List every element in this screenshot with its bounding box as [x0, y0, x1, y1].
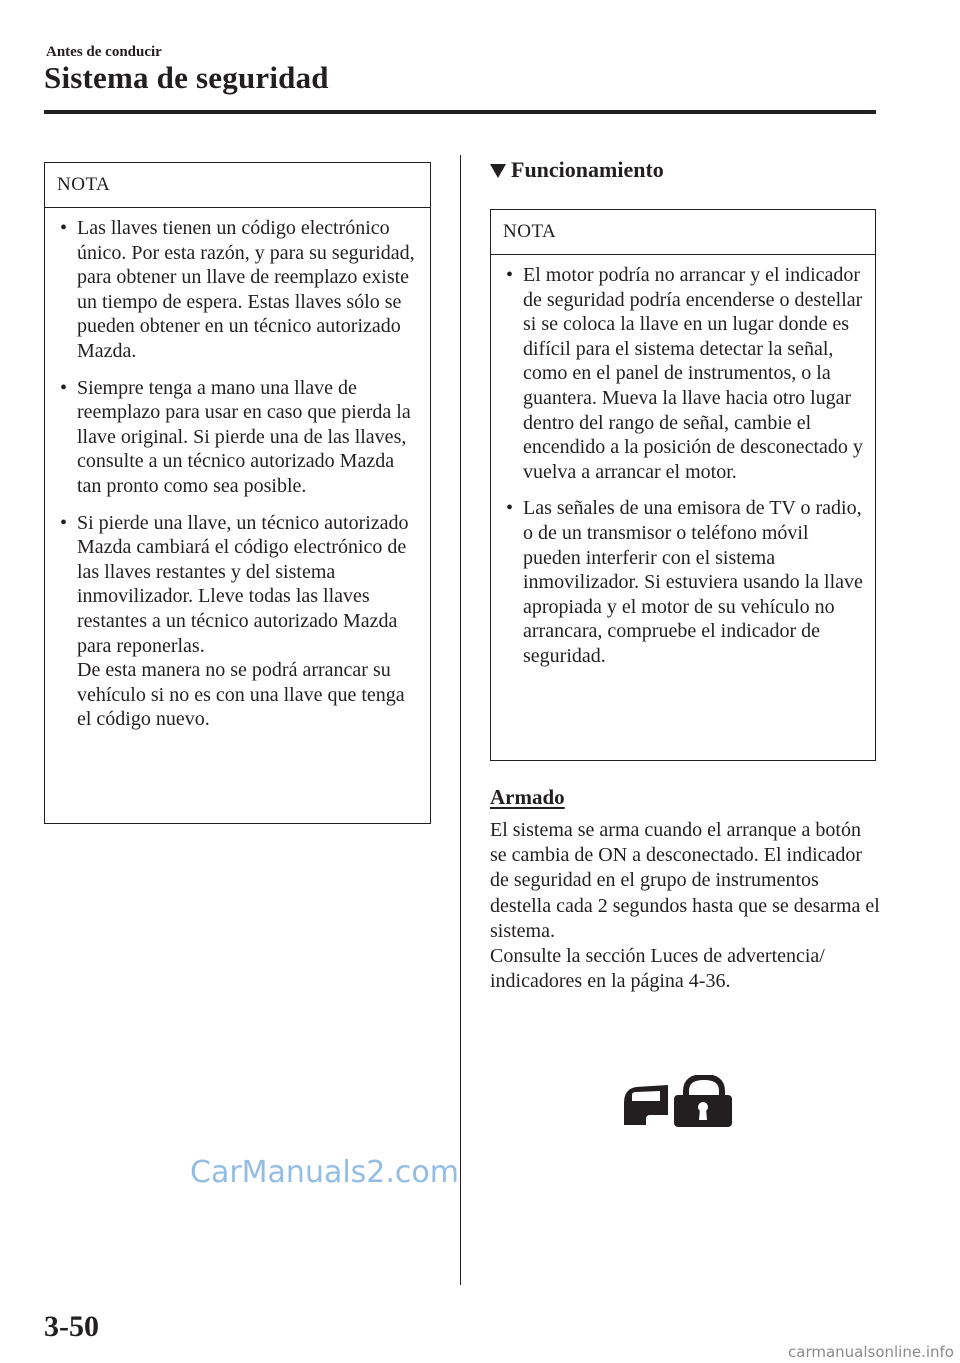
note-item: • El motor podría no arrancar y el indicador de seguridad podría encenderse o destellar si se coloca la llave en un lugar donde es difícil para el sistema detectar la señal, como en el panel de instrumentos, o la guantera. Mueva la llave hacia otro lugar dentro del rango de señal, cambie el encendido a la posición de desconectado y vuelva a arrancar el motor.: [501, 263, 865, 484]
column-divider: [460, 155, 461, 1285]
note-item: • Las llaves tienen un código electrónico único. Por esta razón, y para su seguridad, para obtener un llave de reemplazo existe un tiempo de espera. Estas llaves sólo se pueden obtener en un técnico autorizado Mazda.: [55, 216, 420, 364]
note-box-left: [44, 162, 431, 824]
page-number: 3-50: [44, 1310, 99, 1343]
security-indicator-icon: [622, 1075, 732, 1127]
note-item: • Siempre tenga a mano una llave de reemplazo para usar en caso que pierda la llave original. Si pierde una de las llaves, consulte a un técnico autorizado Mazda tan pronto como sea posible.: [55, 376, 420, 499]
note-item: • Las señales de una emisora de TV o radio, o de un transmisor o teléfono móvil pueden interferir con el sistema inmovilizador. Si estuviera usando la llave apropiada y el motor de su vehículo no arrancara, compruebe el indicador de seguridad.: [501, 496, 865, 668]
watermark: CarManuals2.com: [190, 1155, 460, 1190]
note-label: NOTA: [491, 210, 875, 255]
triangle-down-icon: [490, 164, 506, 178]
page-title: Sistema de seguridad: [44, 60, 329, 95]
note-label: NOTA: [45, 163, 430, 208]
note-box-right: [490, 209, 876, 761]
section-label: Antes de conducir: [46, 44, 162, 60]
note-item-extra: De esta manera no se podrá arrancar su vehículo si no es con una llave que tenga el código nuevo.: [77, 659, 405, 731]
footer-site-link[interactable]: carmanualsonline.info: [788, 1343, 954, 1361]
funcionamiento-heading: Funcionamiento: [490, 157, 664, 183]
note-item: • Si pierde una llave, un técnico autorizado Mazda cambiará el código electrónico de las llaves restantes y del sistema inmovilizador. Lleve todas las llaves restantes a un técnico autorizado Mazda para reponerlas. De esta manera no se podrá arrancar su vehículo si no es con una llave que tenga el código nuevo.: [55, 511, 420, 732]
armado-paragraph: El sistema se arma cuando el arranque a botón se cambia de ON a desconectado. El indicador de seguridad en el grupo de instrumentos destella cada 2 segundos hasta que se desarma el sistema. Consulte la sección Luces de advertencia/ indicadores en la página 4-36.: [490, 819, 880, 993]
header-rule: [44, 110, 876, 114]
armado-heading: Armado: [490, 785, 565, 809]
